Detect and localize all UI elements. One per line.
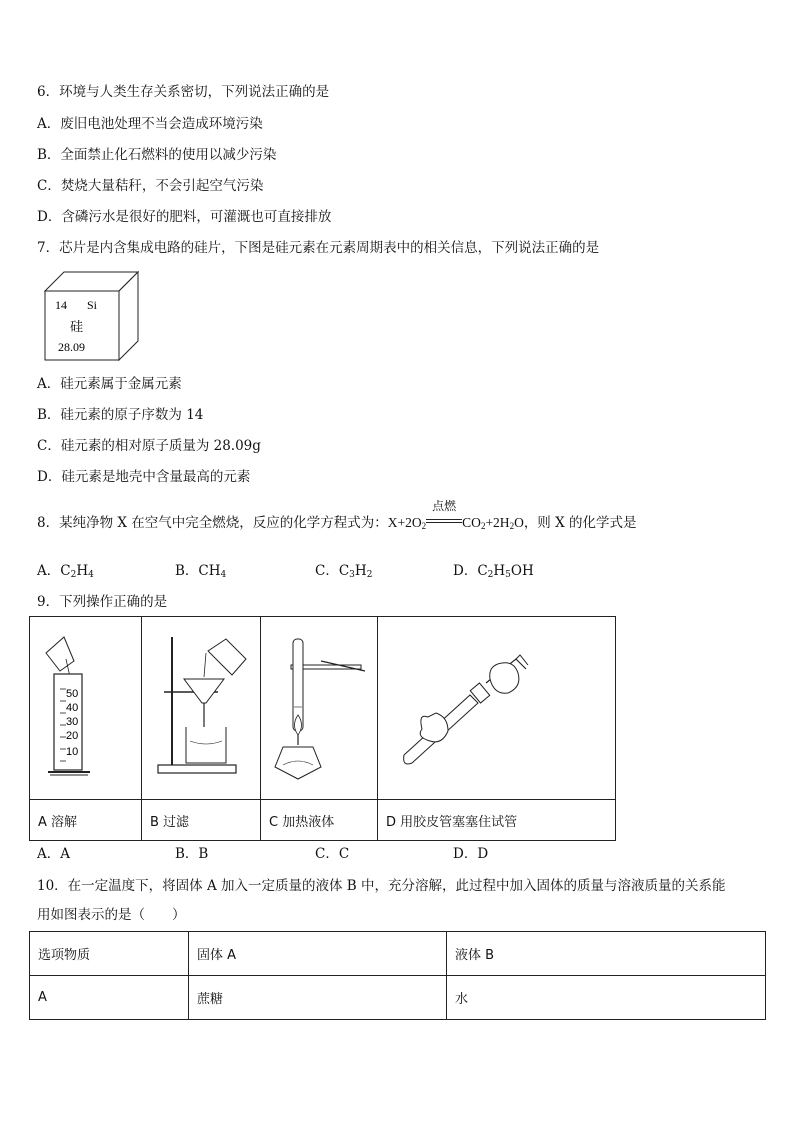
reaction-condition: 点燃 bbox=[426, 514, 462, 532]
q7-option-a[interactable]: A．硅元素属于金属元素 bbox=[37, 376, 182, 392]
q8-option-c[interactable]: C．$C_3H_2$ bbox=[315, 563, 373, 580]
heating-illustration bbox=[261, 617, 378, 800]
q10-options-table bbox=[29, 931, 766, 1020]
table-row bbox=[30, 976, 766, 1020]
filter-funnel-icon bbox=[142, 617, 260, 795]
mark-20: 20 bbox=[66, 730, 79, 742]
caption-d: D 用胶皮管塞塞住试管 bbox=[378, 800, 616, 841]
mark-30: 30 bbox=[66, 716, 79, 728]
element-number: 14 bbox=[55, 298, 67, 312]
caption-a: A 溶解 bbox=[30, 800, 142, 841]
element-symbol: Si bbox=[87, 298, 98, 312]
test-tube-stopper-icon bbox=[378, 617, 615, 795]
q8-option-b[interactable]: B．$CH_4$ bbox=[175, 563, 227, 580]
q6-option-d[interactable]: D．含磷污水是很好的肥料，可灌溉也可直接排放 bbox=[37, 209, 332, 225]
q10-stem-line1: 10．在一定温度下，将固体 A 加入一定质量的液体 B 中，充分溶解，此过程中加入固体的质量与溶液质量的关系能 bbox=[37, 878, 726, 894]
q7-option-c[interactable]: C．硅元素的相对原子质量为 28.09g bbox=[37, 438, 261, 454]
q9-option-d[interactable]: D．D bbox=[453, 846, 489, 862]
q8-stem-before: 8．某纯净物 X 在空气中完全燃烧，反应的化学方程式为： bbox=[37, 515, 388, 531]
q6-stem: 6．环境与人类生存关系密切，下列说法正确的是 bbox=[37, 84, 330, 100]
q6-option-c[interactable]: C．焚烧大量秸秆，不会引起空气污染 bbox=[37, 178, 264, 194]
q8-option-a[interactable]: A．$C_2H_4$ bbox=[37, 563, 94, 580]
mark-50: 50 bbox=[66, 688, 79, 700]
element-mass: 28.09 bbox=[58, 340, 85, 354]
caption-b: B 过滤 bbox=[142, 800, 261, 841]
q9-stem: 9．下列操作正确的是 bbox=[37, 594, 168, 610]
q8-stem-after: ，则 X 的化学式是 bbox=[523, 515, 637, 531]
q8-stem bbox=[37, 499, 637, 535]
dissolve-illustration bbox=[30, 617, 142, 800]
q9-option-b[interactable]: B．B bbox=[175, 846, 209, 862]
q8-option-d[interactable]: D．$C_2H_5OH$ bbox=[453, 563, 534, 580]
periodic-element-cube bbox=[44, 271, 139, 361]
table-header-row bbox=[30, 932, 766, 976]
stopper-illustration bbox=[378, 617, 616, 800]
q6-option-b[interactable]: B．全面禁止化石燃料的使用以减少污染 bbox=[37, 147, 277, 163]
filter-illustration bbox=[142, 617, 261, 800]
q10-stem-line2: 用如图表示的是（ ） bbox=[37, 907, 186, 923]
q7-option-d[interactable]: D．硅元素是地壳中含量最高的元素 bbox=[37, 469, 251, 485]
q7-option-b[interactable]: B．硅元素的原子序数为 14 bbox=[37, 407, 204, 423]
header-liquid-b: 液体 B bbox=[447, 932, 766, 976]
q9-operations-table bbox=[29, 616, 616, 841]
mark-40: 40 bbox=[66, 702, 79, 714]
q9-option-a[interactable]: A．A bbox=[37, 846, 70, 862]
element-name: 硅 bbox=[70, 320, 84, 335]
q6-option-a[interactable]: A．废旧电池处理不当会造成环境污染 bbox=[37, 116, 263, 132]
q7-stem: 7．芯片是内含集成电路的硅片，下图是硅元素在元素周期表中的相关信息，下列说法正确的是 bbox=[37, 240, 600, 256]
row-option: A bbox=[30, 976, 189, 1020]
header-option: 选项物质 bbox=[30, 932, 189, 976]
row-solid: 蔗糖 bbox=[189, 976, 447, 1020]
graduated-cylinder-icon bbox=[30, 617, 141, 795]
caption-c: C 加热液体 bbox=[261, 800, 378, 841]
mark-10: 10 bbox=[66, 746, 79, 758]
header-solid-a: 固体 A bbox=[189, 932, 447, 976]
q9-option-c[interactable]: C．C bbox=[315, 846, 350, 862]
row-liquid: 水 bbox=[447, 976, 766, 1020]
alcohol-lamp-icon bbox=[261, 617, 377, 795]
chemical-equation: $X+2O_2$ 点燃 $CO_2+2H_2O$ bbox=[387, 499, 524, 531]
